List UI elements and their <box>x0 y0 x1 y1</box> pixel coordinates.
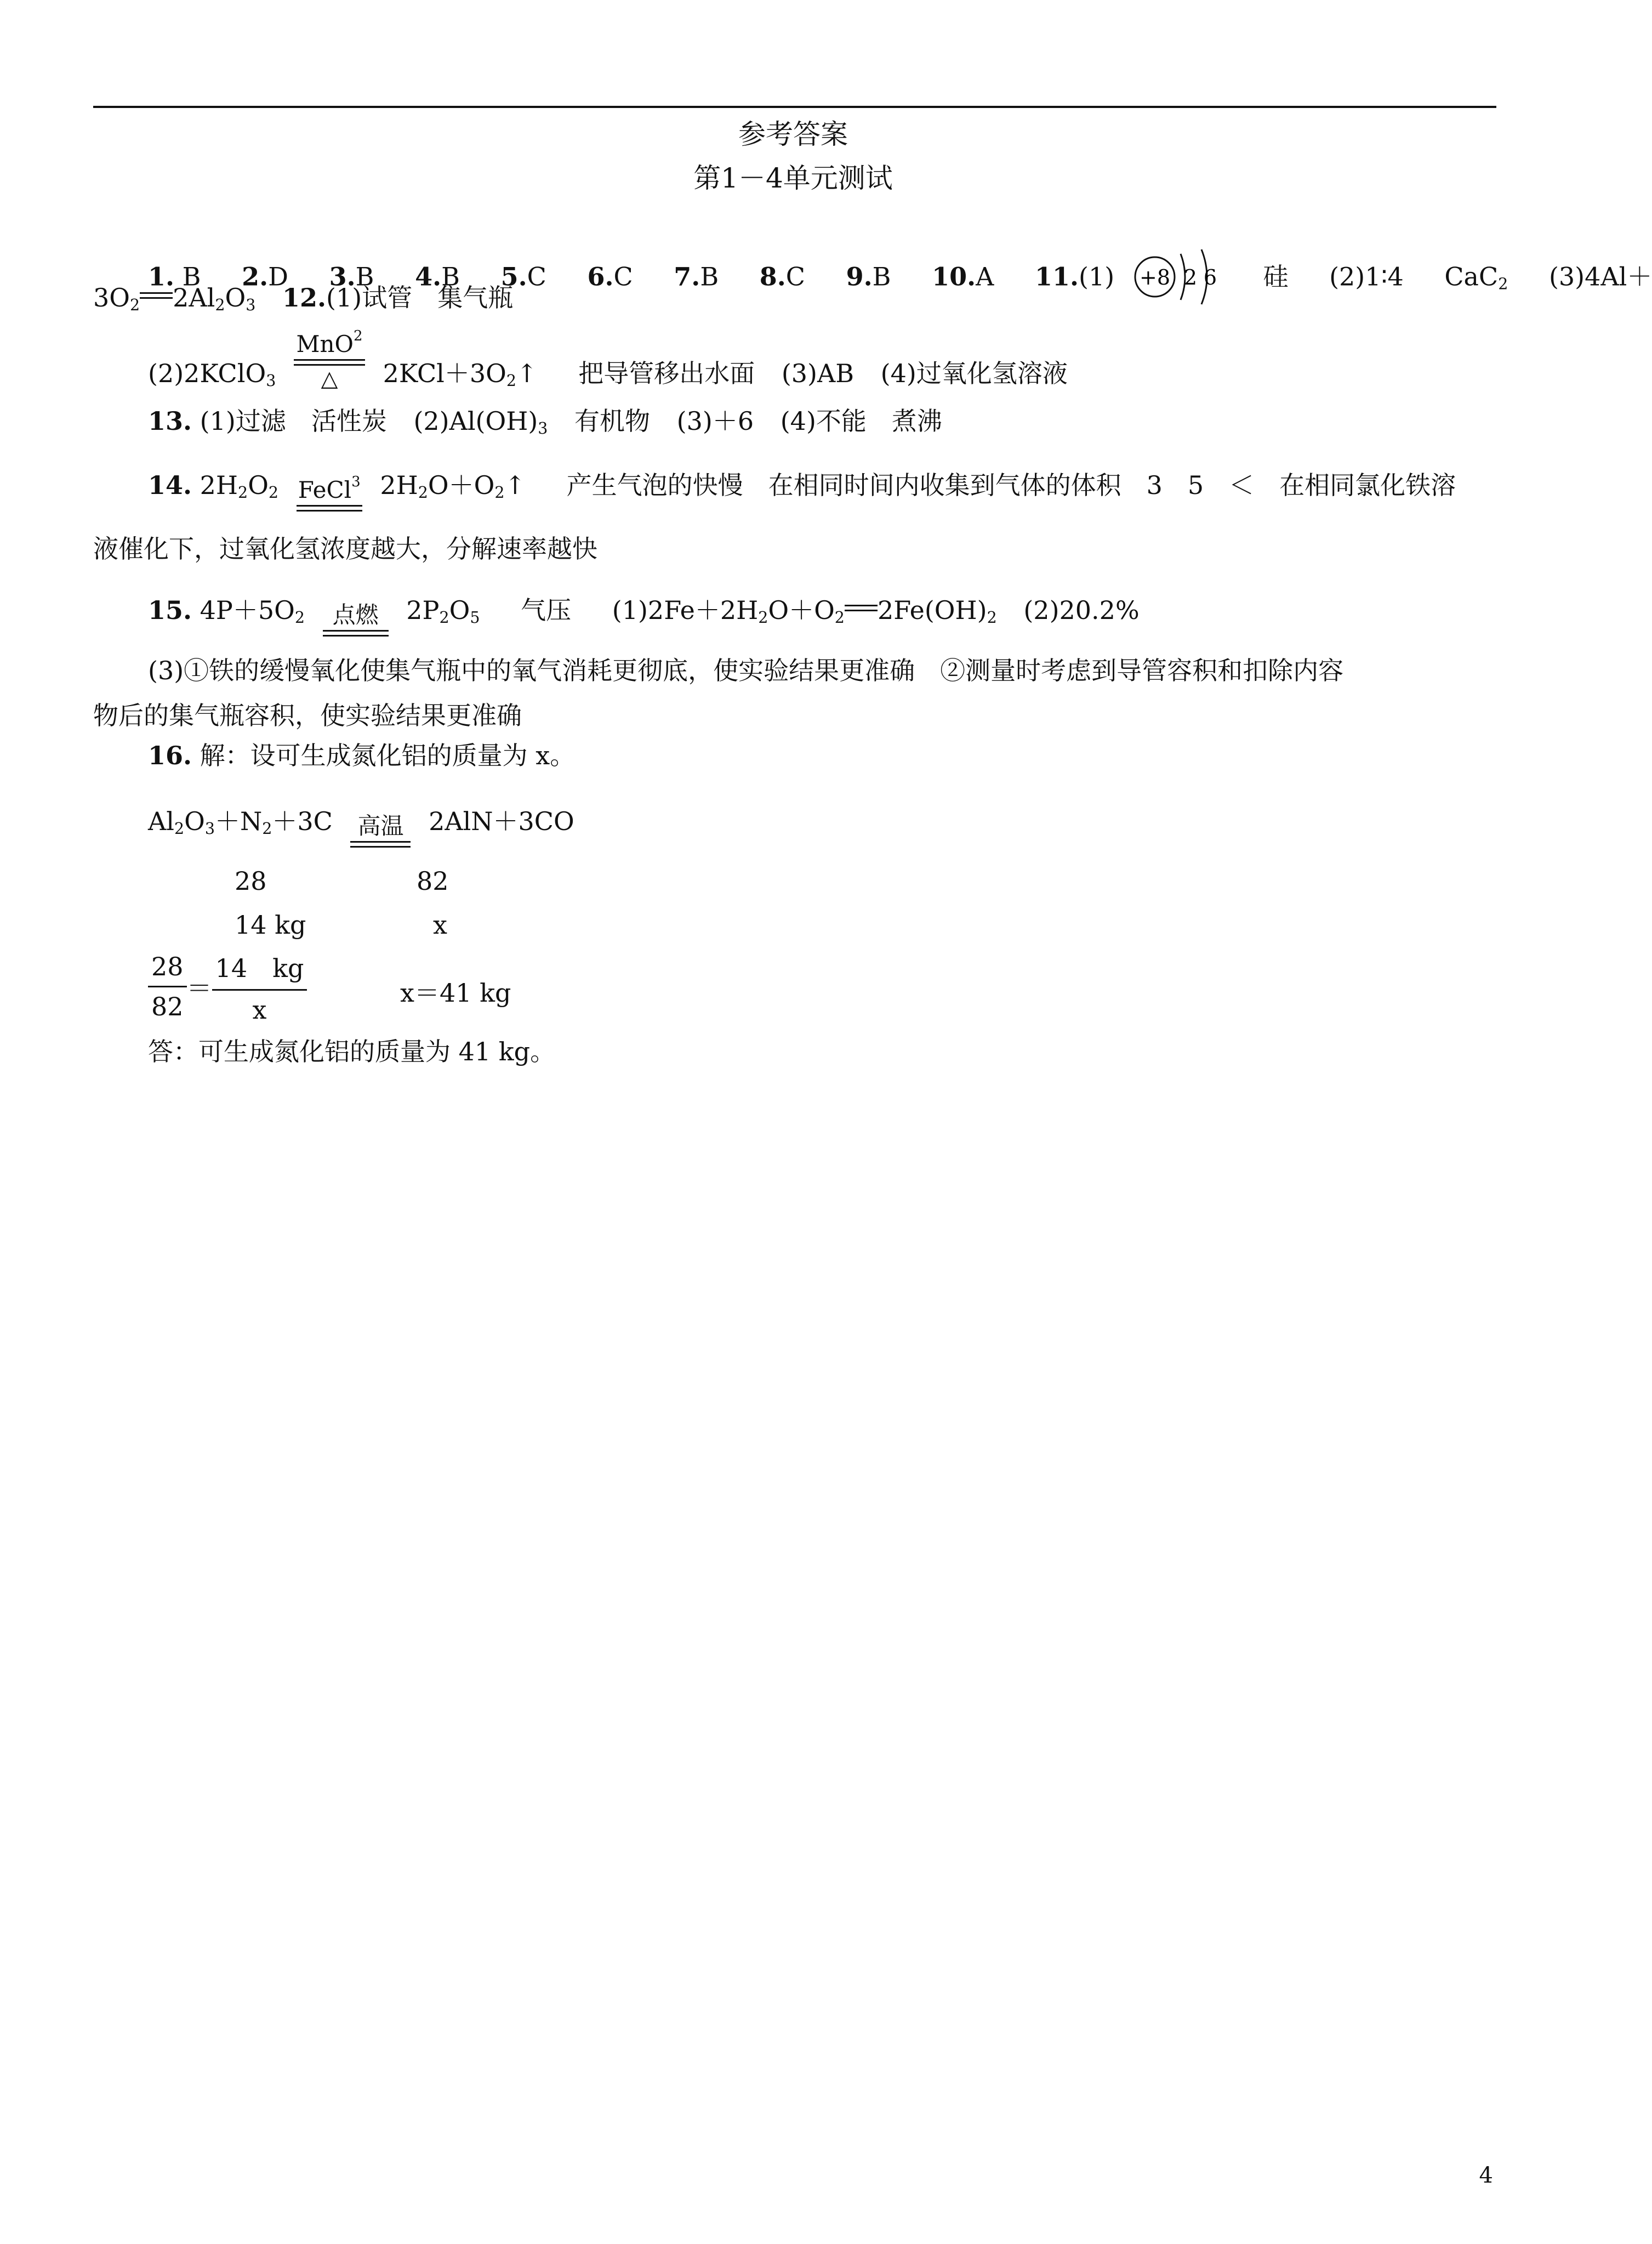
answer-15-line2: (3)①铁的缓慢氧化使集气瓶中的氧气消耗更彻底，使实验结果更准确 ②测量时考虑到导管容积和扣除内容 <box>148 656 1344 685</box>
reaction-condition: MnO$^2$ △ <box>294 329 365 390</box>
reaction-condition: FeCl$^3$ <box>297 475 362 512</box>
answer-16-equation: $Al_2O_3+N_2+3C$ 高温 2AlN＋3CO <box>148 809 574 848</box>
equals-sign <box>140 292 173 299</box>
molar-mass-2: 82 <box>417 866 449 896</box>
header-rule <box>93 106 1496 108</box>
shell-2-electrons: 6 <box>1203 265 1217 289</box>
unknown-mass: x <box>433 910 447 940</box>
answer-12-part2: (2)2KClO$_3$ MnO$^2$ △ $2KCl+3O_2↑$ 把导管移出水面 (3)AB (4)过氧化氢溶液 <box>148 328 1068 391</box>
answer-15-line1: 15. $4P+5O_2$ 点燃 $2P_2O_5$ 气压 $(1)2Fe+2H_2O+O_2$ $2Fe(OH)_2$ (2)20.2% <box>148 598 1140 637</box>
reaction-condition: 高温 <box>350 815 411 848</box>
page-title: 参考答案 <box>738 118 848 150</box>
answer-16-conclusion: 答：可生成氮化铝的质量为 41 kg。 <box>148 1037 556 1066</box>
answer-11-12: $3O_2$ $2Al_2O_3$ 12.(1)试管 集气瓶 <box>93 283 514 315</box>
answers-1-11: 1. B 2.D 3.B 4.B 5.C 6.C 7.B 8.C 9.B 10.A 11.(1) +8 2 6 硅 (2)1∶4 CaC$_2$ (3)4Al＋ <box>148 244 1652 314</box>
fraction-right: $\frac{14 kg}{x}$ <box>212 948 307 1025</box>
answer-16-intro: 16. 解：设可生成氮化铝的质量为 x。 <box>148 741 576 770</box>
page-number: 4 <box>1479 2163 1493 2188</box>
equals-sign <box>845 605 878 611</box>
answer-13: 13. (1)过滤 活性炭 $(2)Al(OH)_3$ 有机物 (3)＋6 (4)不能 煮沸 <box>148 406 942 438</box>
answer-14-line1: 14. $2H_2O_2$ FeCl$^3$ $2H_2O+O_2↑$ 产生气泡的快慢 在相同时间内收集到气体的体积 3 5 ＜ 在相同氯化铁溶 <box>148 473 1456 512</box>
given-mass: 14 kg <box>235 910 306 940</box>
atom-structure-diagram <box>1130 244 1229 314</box>
answer-15-line3: 物后的集气瓶容积，使实验结果更准确 <box>93 701 522 730</box>
molar-mass-1: 28 <box>235 866 267 896</box>
result: x＝41 kg <box>400 978 511 1008</box>
shell-1-electrons: 2 <box>1183 265 1197 289</box>
section-title: 第1－4单元测试 <box>693 162 893 194</box>
reaction-condition: 点燃 <box>323 604 389 637</box>
nucleus-charge: +8 <box>1139 265 1170 289</box>
answer-14-line2: 液催化下，过氧化氢浓度越大，分解速率越快 <box>93 534 597 564</box>
proportion: $\frac{28}{82}$ ＝ $\frac{14 kg}{x}$ <box>148 948 307 1025</box>
fraction-left: $\frac{28}{82}$ <box>148 952 187 1021</box>
